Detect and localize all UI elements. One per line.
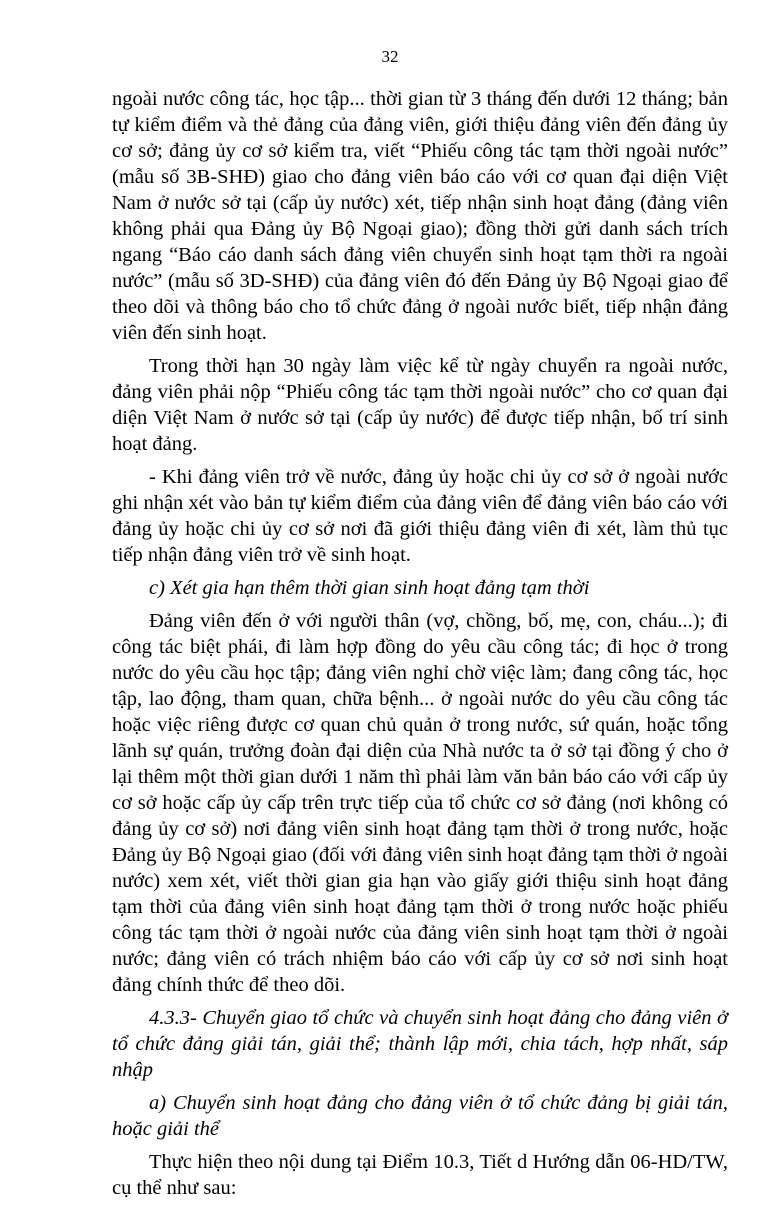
paragraph-continuation: ngoài nước công tác, học tập... thời gian từ 3 tháng đến dưới 12 tháng; bản tự kiểm điểm và thẻ đảng của đảng viên, giới thiệu đảng viên đến đảng ủy cơ sở; đảng ủy cơ sở kiểm tra, viết “Phiếu công tác tạm thời ngoài nước” (mẫu số 3B-SHĐ) giao cho đảng viên báo cáo với cơ quan đại diện Việt Nam ở nước sở tại (cấp ủy nước) xét, tiếp nhận sinh hoạt đảng (đảng viên không phải qua Đảng ủy Bộ Ngoại giao); đồng thời gửi danh sách trích ngang “Báo cáo danh sách đảng viên chuyển sinh hoạt tạm thời ra ngoài nước” (mẫu số 3D-SHĐ) của đảng viên đó đến Đảng ủy Bộ Ngoại giao để theo dõi và thông báo cho tổ chức đảng ở ngoài nước biết, tiếp nhận đảng viên đến sinh hoạt. — [112, 88, 728, 344]
paragraph-extension: Đảng viên đến ở với người thân (vợ, chồng, bố, mẹ, con, cháu...); đi công tác biệt phái, đi làm hợp đồng do yêu cầu công tác; đi học ở trong nước do yêu cầu học tập; đảng viên nghỉ chờ việc làm; đang công tác, học tập, lao động, tham quan, chữa bệnh... ở ngoài nước do yêu cầu công tác hoặc việc riêng được cơ quan chủ quản ở trong nước, sứ quán, hoặc tổng lãnh sự quán, trưởng đoàn đại diện của Nhà nước ta ở sở tại đồng ý cho ở lại thêm một thời gian dưới 1 năm thì phải làm văn bản báo cáo với cấp ủy cơ sở hoặc cấp ủy cấp trên trực tiếp của tổ chức cơ sở đảng (nơi không có đảng ủy cơ sở) nơi đảng viên sinh hoạt đảng tạm thời ở trong nước, hoặc Đảng ủy Bộ Ngoại giao (đối với đảng viên sinh hoạt đảng tạm thời ở ngoài nước) xem xét, viết thời gian gia hạn vào giấy giới thiệu sinh hoạt đảng tạm thời của đảng viên sinh hoạt đảng tạm thời ở trong nước hoặc phiếu công tác tạm thời ở ngoài nước của đảng viên sinh hoạt tạm thời ở ngoài nước; đảng viên có trách nhiệm báo cáo với cấp ủy cơ sở nơi sinh hoạt đảng chính thức để theo dõi. — [112, 610, 728, 996]
paragraph-return: - Khi đảng viên trở về nước, đảng ủy hoặc chi ủy cơ sở ở ngoài nước ghi nhận xét vào bản tự kiểm điểm của đảng viên để đảng viên báo cáo với đảng ủy hoặc chi ủy cơ sở nơi đã giới thiệu đảng viên đi xét, làm thủ tục tiếp nhận đảng viên trở về sinh hoạt. — [112, 466, 728, 566]
document-body — [112, 86, 728, 1208]
paragraph-implementation: Thực hiện theo nội dung tại Điểm 10.3, Tiết d Hướng dẫn 06-HD/TW, cụ thể như sau: — [112, 1151, 728, 1199]
page-number: 32 — [381, 47, 399, 66]
subheading-dissolution: a) Chuyển sinh hoạt đảng cho đảng viên ở tổ chức đảng bị giải tán, hoặc giải thể — [112, 1092, 728, 1140]
subheading-extension: c) Xét gia hạn thêm thời gian sinh hoạt đảng tạm thời — [149, 577, 590, 599]
section-heading-4-3-3: 4.3.3- Chuyển giao tổ chức và chuyển sinh hoạt đảng cho đảng viên ở tổ chức đảng giải tán, giải thể; thành lập mới, chia tách, hợp nhất, sáp nhập — [112, 1007, 728, 1081]
paragraph-deadline: Trong thời hạn 30 ngày làm việc kể từ ngày chuyển ra ngoài nước, đảng viên phải nộp “Phiếu công tác tạm thời ngoài nước” cho cơ quan đại diện Việt Nam ở nước sở tại (cấp ủy nước) để được tiếp nhận, bố trí sinh hoạt đảng. — [112, 355, 728, 455]
